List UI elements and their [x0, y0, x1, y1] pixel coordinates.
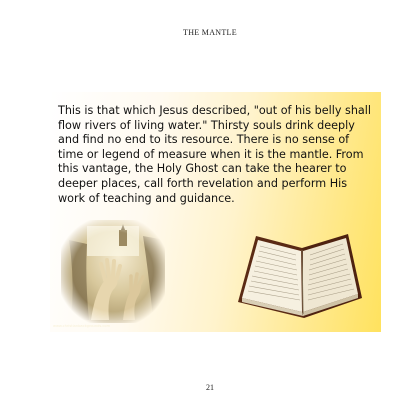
hands-reaching-photo	[61, 220, 165, 323]
hands-reaching-image	[61, 220, 165, 323]
open-bible-illustration	[230, 232, 370, 322]
page-number: 21	[206, 383, 214, 392]
image-credit: www.christianbackgrounds.com	[53, 324, 111, 328]
slide-panel	[50, 92, 381, 332]
running-title: THE MANTLE	[183, 28, 237, 37]
slide-body-text: This is that which Jesus described, "out of his belly shall flow rivers of living water." Thirsty souls drink deeply and find no end to its resource. There is no sense of time or legend of measure when it is the mantle. From this vantage, the Holy Ghost can take the hearer to deeper places, call forth revelation and perform His work of teaching and guidance.	[58, 104, 372, 205]
